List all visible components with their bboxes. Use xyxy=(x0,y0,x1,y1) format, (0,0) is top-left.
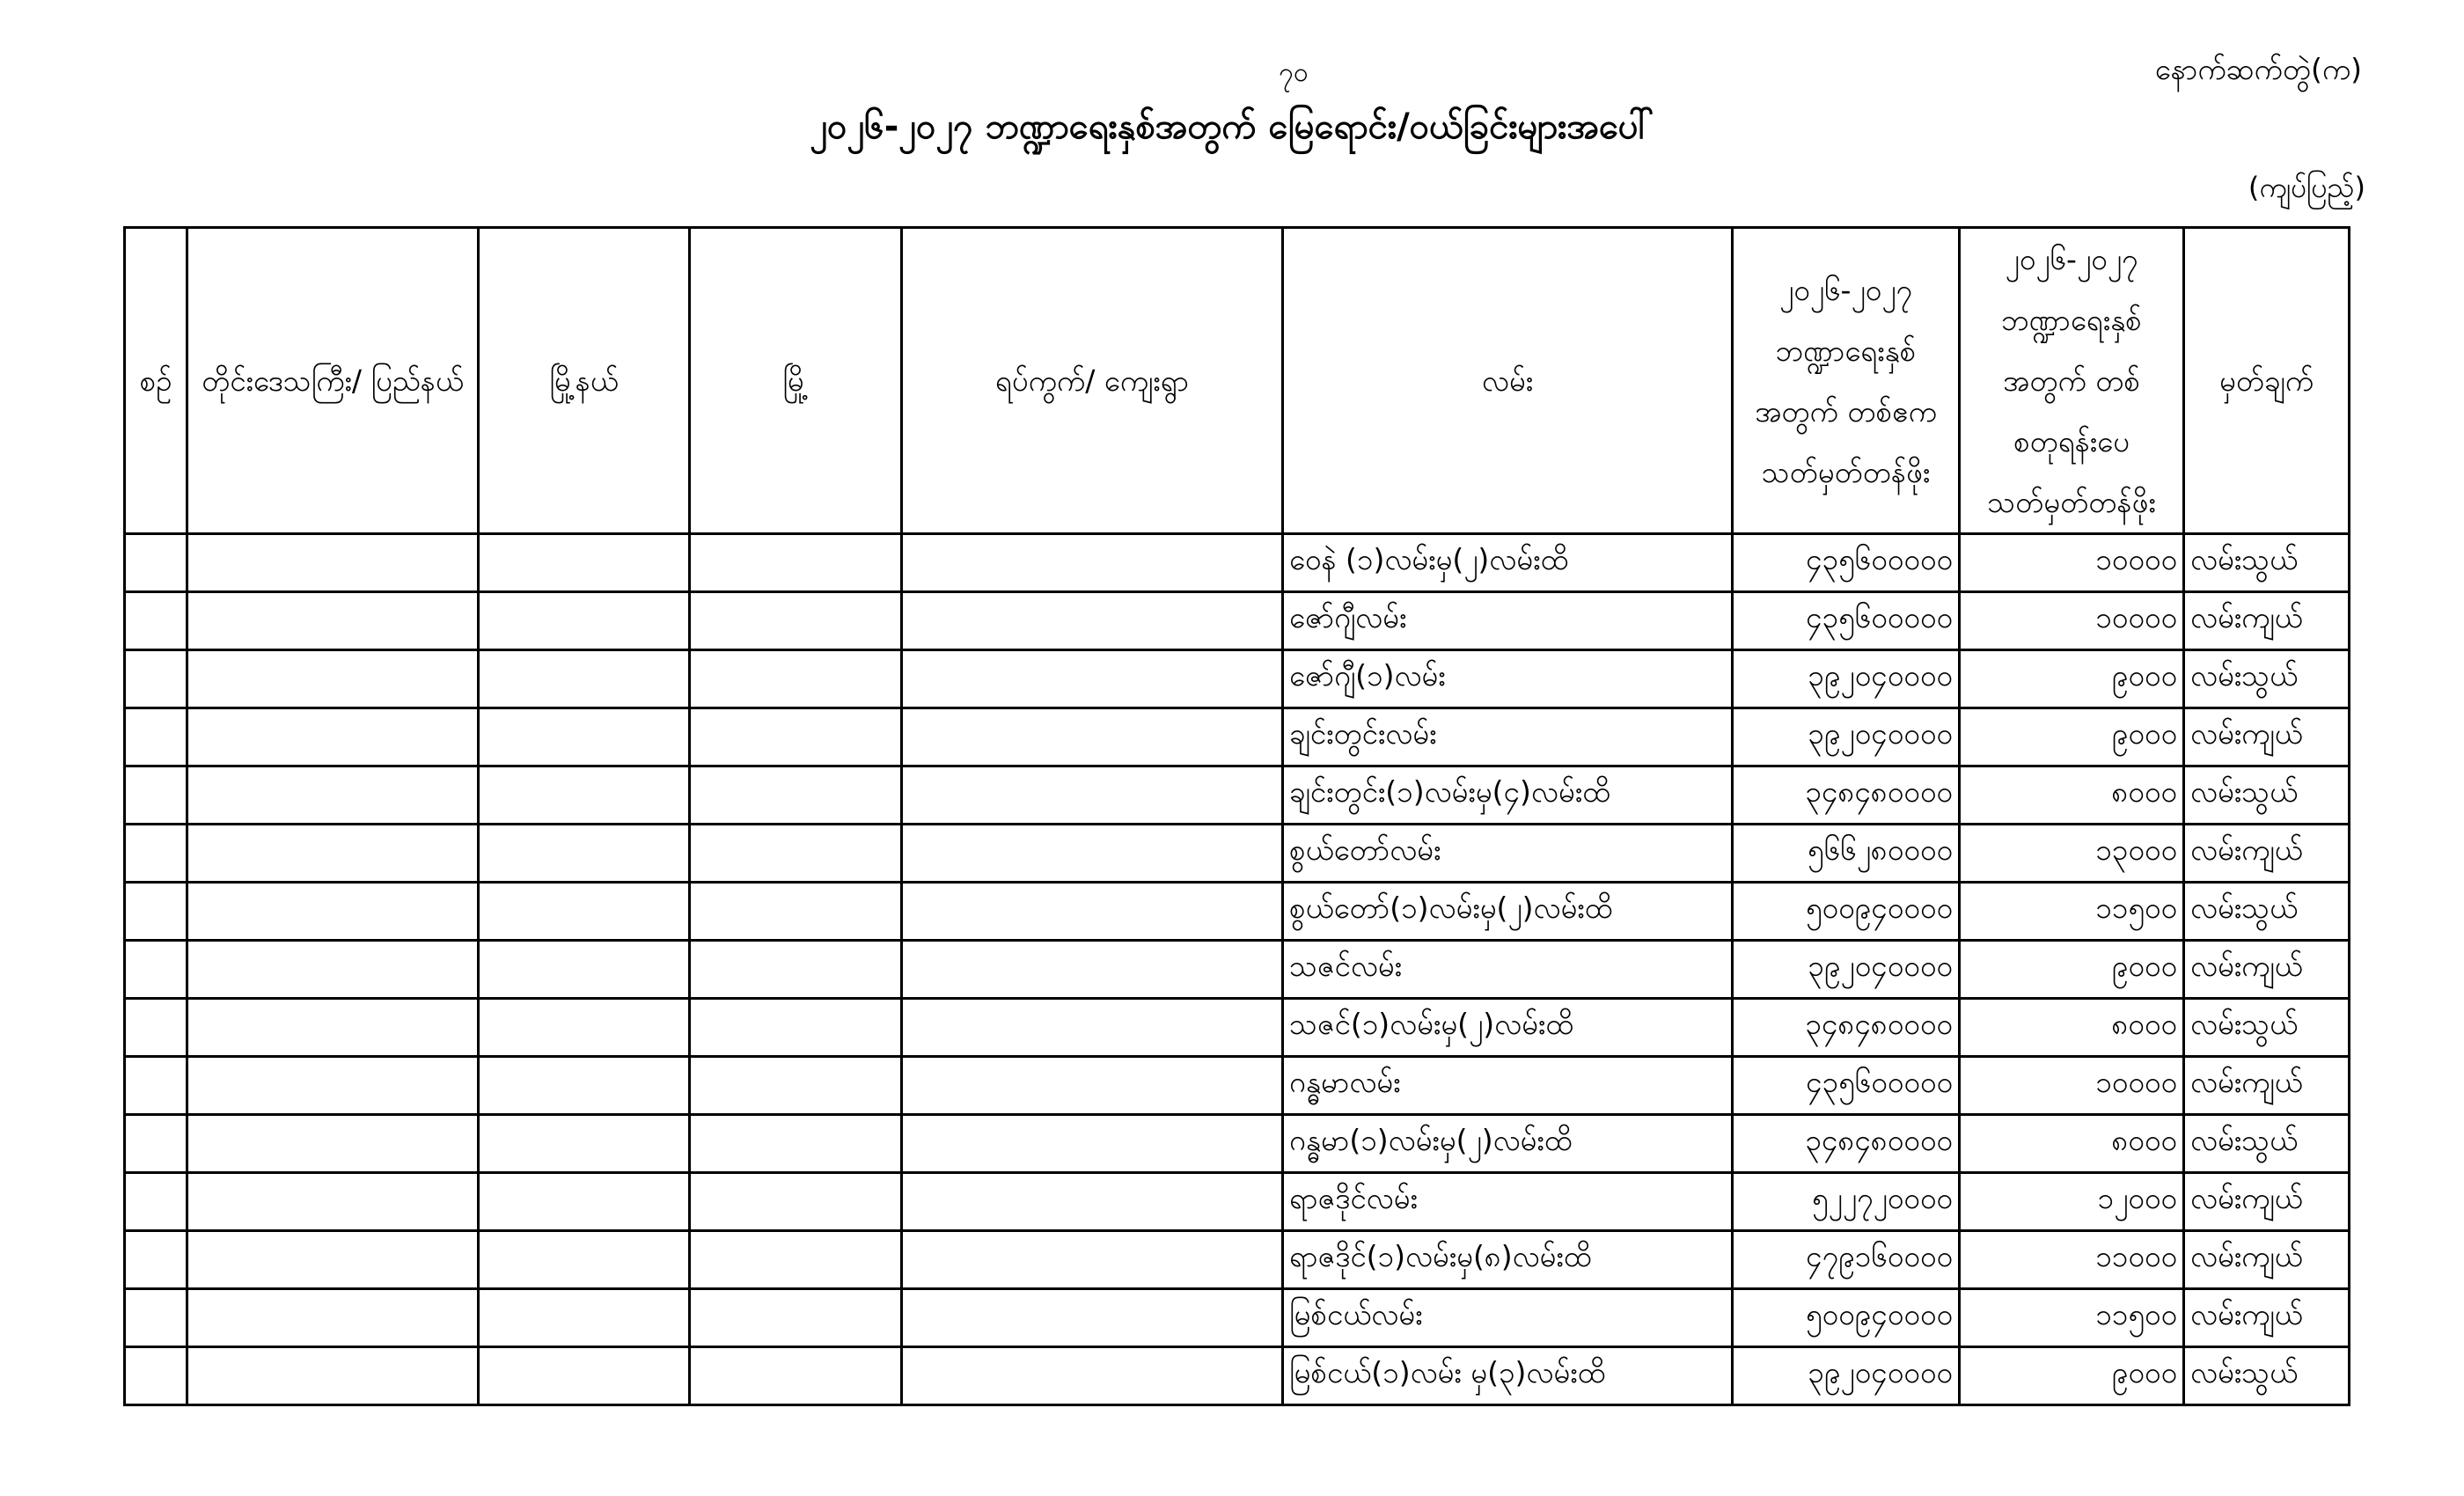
cell-region-state xyxy=(187,999,479,1057)
cell-serial xyxy=(125,999,187,1057)
cell-road: မြစ်ငယ်လမ်း xyxy=(1283,1289,1733,1347)
cell-township xyxy=(479,1231,690,1289)
cell-serial xyxy=(125,534,187,592)
header-serial: စဉ် xyxy=(125,228,187,534)
cell-township xyxy=(479,1173,690,1231)
cell-serial xyxy=(125,650,187,708)
cell-serial xyxy=(125,883,187,941)
header-sqft-value: ၂၀၂၆-၂၀၂၇ ဘဏ္ဍာရေးနှစ် အတွက် တစ်စတုရန်းပေ သတ်မှတ်တန်ဖိုး xyxy=(1960,228,2184,534)
cell-acre-value: ၅၀၀၉၄၀၀၀၀ xyxy=(1733,1289,1960,1347)
cell-region-state xyxy=(187,825,479,883)
table-row xyxy=(125,1289,2350,1347)
cell-road: ဂန္ဓမာ(၁)လမ်းမှ(၂)လမ်းထိ xyxy=(1283,1115,1733,1173)
cell-region-state xyxy=(187,883,479,941)
cell-acre-value: ၃၄၈၄၈၀၀၀၀ xyxy=(1733,999,1960,1057)
cell-town xyxy=(690,1057,902,1115)
cell-ward-village xyxy=(902,1057,1283,1115)
cell-serial xyxy=(125,708,187,766)
cell-region-state xyxy=(187,1057,479,1115)
cell-acre-value: ၃၉၂၀၄၀၀၀၀ xyxy=(1733,941,1960,999)
cell-region-state xyxy=(187,1347,479,1405)
cell-township xyxy=(479,708,690,766)
cell-acre-value: ၅၂၂၇၂၀၀၀၀ xyxy=(1733,1173,1960,1231)
cell-town xyxy=(690,766,902,825)
cell-region-state xyxy=(187,766,479,825)
table-row xyxy=(125,941,2350,999)
cell-ward-village xyxy=(902,999,1283,1057)
page-number: ၇၀ xyxy=(1279,57,1309,88)
cell-serial xyxy=(125,1115,187,1173)
cell-remark: လမ်းကျယ် xyxy=(2184,1173,2350,1231)
table-row xyxy=(125,708,2350,766)
cell-acre-value: ၃၄၈၄၈၀၀၀၀ xyxy=(1733,766,1960,825)
cell-remark: လမ်းသွယ် xyxy=(2184,534,2350,592)
cell-ward-village xyxy=(902,1347,1283,1405)
table-row xyxy=(125,534,2350,592)
cell-ward-village xyxy=(902,592,1283,650)
cell-town xyxy=(690,999,902,1057)
document-title: ၂၀၂၆-၂၀၂၇ ဘဏ္ဍာရေးနှစ်အတွက် မြေရောင်း/ဝယ်ခြင်းများအပေါ် xyxy=(810,106,1654,147)
cell-ward-village xyxy=(902,1231,1283,1289)
table-row xyxy=(125,825,2350,883)
header-township: မြို့နယ် xyxy=(479,228,690,534)
cell-ward-village xyxy=(902,883,1283,941)
table-header-row xyxy=(125,228,2350,534)
cell-township xyxy=(479,941,690,999)
cell-acre-value: ၃၄၈၄၈၀၀၀၀ xyxy=(1733,1115,1960,1173)
cell-remark: လမ်းကျယ် xyxy=(2184,1289,2350,1347)
cell-acre-value: ၄၃၅၆၀၀၀၀၀ xyxy=(1733,534,1960,592)
cell-sqft-value: ၈၀၀၀ xyxy=(1960,766,2184,825)
cell-remark: လမ်းသွယ် xyxy=(2184,999,2350,1057)
cell-serial xyxy=(125,825,187,883)
cell-town xyxy=(690,1289,902,1347)
table-body xyxy=(125,534,2350,1405)
cell-remark: လမ်းသွယ် xyxy=(2184,883,2350,941)
cell-township xyxy=(479,592,690,650)
table-row xyxy=(125,999,2350,1057)
cell-town xyxy=(690,1115,902,1173)
table-row xyxy=(125,1173,2350,1231)
cell-road: ဂန္ဓမာလမ်း xyxy=(1283,1057,1733,1115)
cell-remark: လမ်းသွယ် xyxy=(2184,650,2350,708)
cell-sqft-value: ၉၀၀၀ xyxy=(1960,708,2184,766)
cell-ward-village xyxy=(902,766,1283,825)
cell-acre-value: ၃၉၂၀၄၀၀၀၀ xyxy=(1733,1347,1960,1405)
cell-region-state xyxy=(187,1231,479,1289)
cell-ward-village xyxy=(902,650,1283,708)
cell-serial xyxy=(125,1173,187,1231)
cell-region-state xyxy=(187,534,479,592)
cell-town xyxy=(690,1231,902,1289)
cell-remark: လမ်းသွယ် xyxy=(2184,1115,2350,1173)
annex-label: နောက်ဆက်တွဲ(က) xyxy=(2154,52,2362,86)
cell-town xyxy=(690,941,902,999)
cell-sqft-value: ၁၀၀၀၀ xyxy=(1960,534,2184,592)
cell-township xyxy=(479,534,690,592)
cell-acre-value: ၃၉၂၀၄၀၀၀၀ xyxy=(1733,650,1960,708)
cell-town xyxy=(690,650,902,708)
cell-town xyxy=(690,1347,902,1405)
cell-acre-value: ၅၀၀၉၄၀၀၀၀ xyxy=(1733,883,1960,941)
cell-serial xyxy=(125,766,187,825)
cell-remark: လမ်းကျယ် xyxy=(2184,592,2350,650)
cell-remark: လမ်းသွယ် xyxy=(2184,766,2350,825)
cell-township xyxy=(479,650,690,708)
cell-serial xyxy=(125,592,187,650)
cell-serial xyxy=(125,1231,187,1289)
table-row xyxy=(125,592,2350,650)
header-ward-village: ရပ်ကွက်/ ကျေးရွာ xyxy=(902,228,1283,534)
cell-town xyxy=(690,825,902,883)
cell-township xyxy=(479,1057,690,1115)
cell-ward-village xyxy=(902,1289,1283,1347)
cell-road: ချင်းတွင်း(၁)လမ်းမှ(၄)လမ်းထိ xyxy=(1283,766,1733,825)
cell-road: သဇင်(၁)လမ်းမှ(၂)လမ်းထိ xyxy=(1283,999,1733,1057)
cell-region-state xyxy=(187,650,479,708)
cell-ward-village xyxy=(902,1115,1283,1173)
cell-region-state xyxy=(187,1289,479,1347)
cell-road: ဇော်ဂျီလမ်း xyxy=(1283,592,1733,650)
cell-remark: လမ်းကျယ် xyxy=(2184,1231,2350,1289)
header-acre-value: ၂၀၂၆-၂၀၂၇ ဘဏ္ဍာရေးနှစ် အတွက် တစ်ဧက သတ်မှတ်တန်ဖိုး xyxy=(1733,228,1960,534)
cell-township xyxy=(479,883,690,941)
table-row xyxy=(125,1115,2350,1173)
cell-sqft-value: ၉၀၀၀ xyxy=(1960,941,2184,999)
cell-road: ဝေနဲ (၁)လမ်းမှ(၂)လမ်းထိ xyxy=(1283,534,1733,592)
header-town: မြို့ xyxy=(690,228,902,534)
land-value-table xyxy=(123,226,2350,1406)
cell-sqft-value: ၁၃၀၀၀ xyxy=(1960,825,2184,883)
table-row xyxy=(125,1057,2350,1115)
cell-sqft-value: ၈၀၀၀ xyxy=(1960,1115,2184,1173)
cell-road: မြစ်ငယ်(၁)လမ်း မှ(၃)လမ်းထိ xyxy=(1283,1347,1733,1405)
table-row xyxy=(125,650,2350,708)
cell-remark: လမ်းကျယ် xyxy=(2184,941,2350,999)
cell-ward-village xyxy=(902,825,1283,883)
cell-town xyxy=(690,883,902,941)
cell-serial xyxy=(125,941,187,999)
cell-town xyxy=(690,1173,902,1231)
cell-sqft-value: ၁၁၅၀၀ xyxy=(1960,1289,2184,1347)
cell-township xyxy=(479,825,690,883)
cell-sqft-value: ၈၀၀၀ xyxy=(1960,999,2184,1057)
cell-ward-village xyxy=(902,941,1283,999)
cell-township xyxy=(479,999,690,1057)
cell-acre-value: ၅၆၆၂၈၀၀၀၀ xyxy=(1733,825,1960,883)
cell-township xyxy=(479,1115,690,1173)
cell-sqft-value: ၁၀၀၀၀ xyxy=(1960,1057,2184,1115)
cell-sqft-value: ၁၁၀၀၀ xyxy=(1960,1231,2184,1289)
cell-sqft-value: ၉၀၀၀ xyxy=(1960,1347,2184,1405)
cell-township xyxy=(479,1289,690,1347)
cell-region-state xyxy=(187,1173,479,1231)
cell-acre-value: ၃၉၂၀၄၀၀၀၀ xyxy=(1733,708,1960,766)
cell-road: ချင်းတွင်းလမ်း xyxy=(1283,708,1733,766)
cell-remark: လမ်းသွယ် xyxy=(2184,1347,2350,1405)
cell-serial xyxy=(125,1289,187,1347)
cell-ward-village xyxy=(902,1173,1283,1231)
cell-road: ဇော်ဂျီ(၁)လမ်း xyxy=(1283,650,1733,708)
cell-region-state xyxy=(187,941,479,999)
cell-serial xyxy=(125,1057,187,1115)
cell-remark: လမ်းကျယ် xyxy=(2184,1057,2350,1115)
cell-road: စွယ်တော်(၁)လမ်းမှ(၂)လမ်းထိ xyxy=(1283,883,1733,941)
cell-acre-value: ၄၃၅၆၀၀၀၀၀ xyxy=(1733,592,1960,650)
cell-ward-village xyxy=(902,534,1283,592)
cell-region-state xyxy=(187,708,479,766)
cell-serial xyxy=(125,1347,187,1405)
cell-road: စွယ်တော်လမ်း xyxy=(1283,825,1733,883)
cell-sqft-value: ၁၀၀၀၀ xyxy=(1960,592,2184,650)
cell-town xyxy=(690,708,902,766)
cell-sqft-value: ၁၁၅၀၀ xyxy=(1960,883,2184,941)
cell-region-state xyxy=(187,1115,479,1173)
cell-town xyxy=(690,592,902,650)
cell-sqft-value: ၉၀၀၀ xyxy=(1960,650,2184,708)
table-row xyxy=(125,1231,2350,1289)
header-region-state: တိုင်းဒေသကြီး/ ပြည်နယ် xyxy=(187,228,479,534)
header-road: လမ်း xyxy=(1283,228,1733,534)
cell-sqft-value: ၁၂၀၀၀ xyxy=(1960,1173,2184,1231)
table-row xyxy=(125,766,2350,825)
header-remark: မှတ်ချက် xyxy=(2184,228,2350,534)
cell-township xyxy=(479,766,690,825)
cell-remark: လမ်းကျယ် xyxy=(2184,825,2350,883)
cell-township xyxy=(479,1347,690,1405)
cell-acre-value: ၄၇၉၁၆၀၀၀၀ xyxy=(1733,1231,1960,1289)
unit-label: (ကျပ်ပြည့်) xyxy=(2248,171,2365,204)
table-row xyxy=(125,1347,2350,1405)
cell-remark: လမ်းကျယ် xyxy=(2184,708,2350,766)
cell-road: သဇင်လမ်း xyxy=(1283,941,1733,999)
cell-town xyxy=(690,534,902,592)
cell-region-state xyxy=(187,592,479,650)
cell-road: ရာဇဒိုင်(၁)လမ်းမှ(၈)လမ်းထိ xyxy=(1283,1231,1733,1289)
cell-road: ရာဇဒိုင်လမ်း xyxy=(1283,1173,1733,1231)
cell-ward-village xyxy=(902,708,1283,766)
cell-acre-value: ၄၃၅၆၀၀၀၀၀ xyxy=(1733,1057,1960,1115)
table-row xyxy=(125,883,2350,941)
